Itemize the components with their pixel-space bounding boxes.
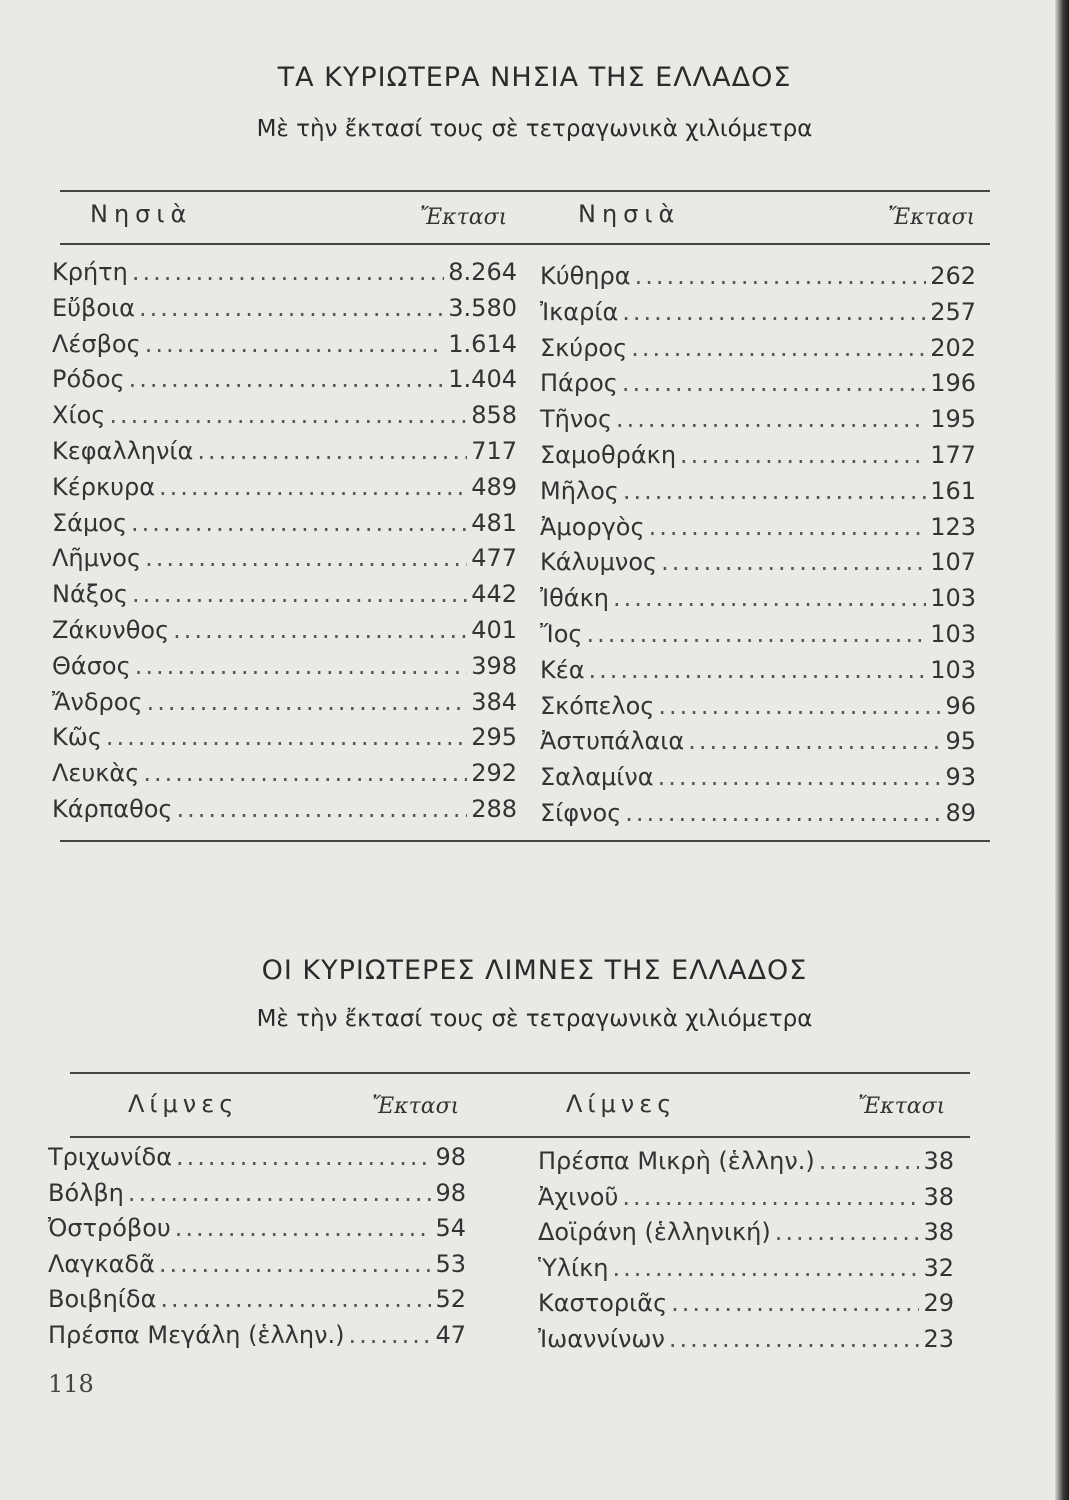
lake-area: 47	[435, 1320, 466, 1349]
island-name: Λευκὰς	[52, 759, 140, 788]
lake-row	[538, 1254, 954, 1290]
dot-leader	[106, 723, 467, 751]
lake-row	[538, 1183, 954, 1219]
island-area: 177	[930, 440, 976, 469]
island-area: 196	[930, 369, 976, 398]
island-name: Σκύρος	[540, 333, 628, 362]
island-name: Σκόπελος	[540, 691, 655, 720]
island-row	[52, 616, 517, 652]
islands-header-name-right: Νησιὰ	[578, 200, 681, 228]
island-area: 202	[930, 333, 976, 362]
island-area: 3.580	[448, 293, 517, 322]
lake-row	[538, 1147, 954, 1183]
lake-area: 38	[923, 1182, 954, 1211]
dot-leader	[616, 405, 926, 433]
lake-row	[48, 1321, 466, 1357]
island-row	[52, 795, 517, 831]
lakes-header-rule	[70, 1136, 970, 1138]
lakes-top-rule	[70, 1072, 970, 1074]
island-row	[540, 727, 976, 763]
lake-area: 98	[435, 1178, 466, 1207]
island-name: Ἰκαρία	[540, 297, 619, 326]
islands-left-column	[52, 258, 517, 831]
island-row	[52, 580, 517, 616]
lakes-title: ΟΙ ΚΥΡΙΩΤΕΡΕΣ ΛΙΜΝΕΣ ΤΗΣ ΕΛΛΑΔΟΣ	[261, 955, 808, 986]
island-area: 195	[930, 405, 976, 434]
island-row	[540, 799, 976, 835]
islands-bottom-rule	[60, 840, 990, 842]
island-area: 398	[471, 651, 517, 680]
island-name: Ἄνδρος	[52, 687, 143, 716]
lake-name: Βόλβη	[48, 1178, 124, 1207]
islands-right-column	[540, 262, 976, 835]
island-name: Κεφαλληνία	[52, 436, 194, 465]
lake-area: 52	[435, 1285, 466, 1313]
island-row	[52, 652, 517, 688]
island-row	[540, 405, 976, 441]
dot-leader	[145, 330, 445, 358]
lake-name: Πρέσπα Μεγάλη (ἑλλην.)	[48, 1320, 345, 1349]
lake-row	[48, 1285, 466, 1321]
dot-leader	[671, 1289, 919, 1317]
island-area: 477	[471, 544, 517, 573]
dot-leader	[622, 298, 926, 326]
lake-area: 38	[923, 1218, 954, 1246]
island-area: 481	[471, 508, 517, 537]
dot-leader	[160, 1285, 431, 1313]
island-row	[52, 688, 517, 724]
dot-leader	[139, 294, 444, 322]
island-area: 717	[471, 436, 517, 465]
island-name: Ἀμοργὸς	[540, 512, 645, 541]
lake-name: Ὑλίκη	[538, 1253, 609, 1282]
island-area: 107	[930, 548, 976, 577]
island-name: Ζάκυνθος	[52, 615, 170, 644]
dot-leader	[613, 1254, 920, 1282]
island-area: 1.614	[448, 329, 517, 358]
island-row	[540, 548, 976, 584]
islands-top-rule	[60, 190, 990, 192]
island-area: 161	[930, 476, 976, 505]
lake-name: Λαγκαδᾶ	[48, 1249, 155, 1278]
island-row	[540, 334, 976, 370]
island-name: Ἰθάκη	[540, 584, 609, 613]
island-row	[540, 298, 976, 334]
islands-header-area-right: Ἔκτασι	[888, 205, 976, 230]
island-name: Ρόδος	[52, 365, 125, 394]
dot-leader	[176, 1143, 431, 1171]
dot-leader	[147, 688, 468, 716]
lake-row	[48, 1250, 466, 1286]
island-name: Τῆνος	[540, 405, 613, 434]
lakes-header-area-left: Ἔκτασι	[372, 1094, 460, 1119]
lake-area: 23	[923, 1324, 954, 1353]
island-area: 288	[471, 794, 517, 823]
island-name: Κέα	[540, 655, 585, 684]
island-area: 858	[471, 401, 517, 430]
island-name: Κύθηρα	[540, 262, 631, 290]
island-name: Κρήτη	[52, 258, 128, 286]
island-row	[540, 656, 976, 692]
island-area: 103	[930, 584, 976, 613]
island-row	[52, 365, 517, 401]
island-area: 384	[471, 687, 517, 716]
lake-name: Ἀχινοῦ	[538, 1182, 619, 1211]
islands-header-rule	[60, 243, 990, 245]
dot-leader	[625, 799, 941, 827]
dot-leader	[109, 401, 467, 429]
dot-leader	[132, 258, 444, 286]
dot-leader	[175, 1214, 432, 1242]
islands-header-name-left: Νησιὰ	[90, 200, 193, 228]
dot-leader	[159, 473, 467, 501]
dot-leader	[613, 584, 926, 612]
island-row	[540, 763, 976, 799]
island-name: Λέσβος	[52, 329, 141, 358]
dot-leader	[622, 1183, 919, 1211]
dot-leader	[631, 334, 926, 362]
island-row	[52, 437, 517, 473]
islands-title: ΤΑ ΚΥΡΙΩΤΕΡΑ ΝΗΣΙΑ ΤΗΣ ΕΛΛΑΔΟΣ	[277, 62, 792, 93]
island-row	[52, 473, 517, 509]
lake-area: 54	[435, 1214, 466, 1242]
dot-leader	[623, 477, 926, 505]
island-name: Σαλαμίνα	[540, 763, 654, 792]
island-name: Ἴος	[540, 619, 583, 648]
dot-leader	[586, 620, 926, 648]
island-row	[52, 294, 517, 330]
dot-leader	[589, 656, 927, 684]
dot-leader	[658, 763, 942, 791]
lakes-header-area-right: Ἔκτασι	[858, 1094, 946, 1119]
island-name: Χίος	[52, 401, 106, 430]
island-name: Εὔβοια	[52, 293, 135, 322]
lake-name: Πρέσπα Μικρὴ (ἑλλην.)	[538, 1147, 815, 1175]
island-name: Σίφνος	[540, 798, 622, 827]
dot-leader	[128, 1179, 432, 1207]
island-row	[540, 620, 976, 656]
lake-name: Βοιβηίδα	[48, 1285, 157, 1313]
island-row	[52, 544, 517, 580]
island-name: Κάρπαθος	[52, 794, 173, 823]
dot-leader	[680, 441, 926, 469]
lake-area: 32	[923, 1253, 954, 1282]
island-row	[540, 369, 976, 405]
lake-row	[538, 1289, 954, 1325]
lakes-header-name-right: Λίμνες	[566, 1090, 677, 1118]
dot-leader	[775, 1218, 920, 1246]
lakes-subtitle: Μὲ τὴν ἔκτασί τους σὲ τετραγωνικὰ χιλιόμετρα	[256, 1006, 813, 1032]
page-edge-shadow	[1055, 0, 1069, 1500]
island-area: 401	[471, 615, 517, 644]
island-name: Κάλυμνος	[540, 548, 658, 577]
dot-leader	[622, 369, 926, 397]
dot-leader	[135, 652, 467, 680]
island-area: 1.404	[448, 365, 517, 394]
lake-name: Καστοριᾶς	[538, 1289, 668, 1317]
island-area: 262	[930, 262, 976, 290]
island-area: 103	[930, 619, 976, 648]
lake-area: 53	[435, 1249, 466, 1278]
island-name: Πάρος	[540, 369, 618, 398]
island-row	[52, 759, 517, 795]
lake-row	[48, 1179, 466, 1215]
island-area: 93	[945, 763, 976, 792]
dot-leader	[177, 795, 468, 823]
lake-name: Τριχωνίδα	[48, 1143, 173, 1171]
island-area: 442	[471, 580, 517, 609]
dot-leader	[129, 365, 445, 393]
lake-row	[538, 1218, 954, 1254]
island-area: 96	[945, 691, 976, 720]
dot-leader	[143, 759, 467, 787]
island-name: Κῶς	[52, 723, 102, 752]
island-row	[540, 584, 976, 620]
page-number: 118	[48, 1370, 94, 1398]
island-row	[52, 723, 517, 759]
lake-name: Δοϊράνη (ἑλληνική)	[538, 1218, 771, 1246]
island-name: Θάσος	[52, 651, 131, 680]
island-row	[52, 509, 517, 545]
island-name: Σάμος	[52, 508, 128, 537]
island-row	[540, 262, 976, 298]
dot-leader	[145, 544, 467, 572]
island-area: 89	[945, 798, 976, 827]
dot-leader	[688, 727, 941, 755]
lake-row	[48, 1143, 466, 1179]
island-area: 103	[930, 655, 976, 684]
dot-leader	[131, 509, 467, 537]
dot-leader	[649, 513, 927, 541]
lakes-left-column	[48, 1143, 466, 1356]
lakes-right-column	[538, 1147, 954, 1360]
island-area: 95	[945, 727, 976, 756]
island-row	[540, 692, 976, 728]
island-row	[52, 330, 517, 366]
dot-leader	[197, 437, 467, 465]
island-area: 292	[471, 759, 517, 788]
lake-row	[538, 1325, 954, 1361]
lake-area: 38	[923, 1147, 954, 1175]
lake-area: 98	[435, 1143, 466, 1171]
dot-leader	[159, 1250, 432, 1278]
dot-leader	[173, 616, 467, 644]
lake-name: Ὀστρόβου	[48, 1214, 171, 1242]
island-area: 295	[471, 723, 517, 752]
island-area: 8.264	[448, 258, 517, 286]
dot-leader	[658, 692, 941, 720]
island-area: 123	[930, 512, 976, 541]
islands-subtitle: Μὲ τὴν ἔκτασί τους σὲ τετραγωνικὰ χιλιόμετρα	[256, 116, 813, 142]
island-name: Ἀστυπάλαια	[540, 727, 685, 756]
island-area: 489	[471, 472, 517, 501]
island-name: Λῆμνος	[52, 544, 142, 573]
island-name: Νάξος	[52, 580, 128, 609]
island-row	[540, 477, 976, 513]
island-name: Μῆλος	[540, 476, 619, 505]
dot-leader	[348, 1321, 431, 1349]
island-name: Σαμοθράκη	[540, 440, 677, 469]
island-row	[540, 513, 976, 549]
dot-leader	[132, 580, 467, 608]
island-area: 257	[930, 297, 976, 326]
dot-leader	[635, 262, 927, 290]
lake-area: 29	[923, 1289, 954, 1317]
island-row	[52, 258, 517, 294]
lake-name: Ἰωαννίνων	[538, 1324, 665, 1353]
dot-leader	[669, 1325, 920, 1353]
island-row	[540, 441, 976, 477]
islands-header-area-left: Ἔκτασι	[420, 205, 508, 230]
island-name: Κέρκυρα	[52, 472, 156, 501]
lake-row	[48, 1214, 466, 1250]
dot-leader	[819, 1147, 920, 1175]
dot-leader	[661, 548, 926, 576]
island-row	[52, 401, 517, 437]
lakes-header-name-left: Λίμνες	[128, 1090, 239, 1118]
